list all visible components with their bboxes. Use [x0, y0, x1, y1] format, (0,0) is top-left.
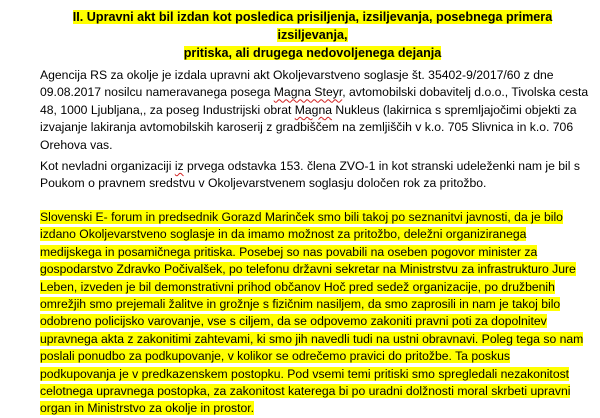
paragraph-line: Orehova vas. [40, 137, 113, 152]
highlighted-line: Slovenski E- forum in predsednik Gorazd Marinček smo bili takoj po seznanitvi javnosti, da je bilo [40, 210, 563, 224]
spellcheck-word: Magna [294, 102, 333, 117]
paragraph-line: Kot nevladni organizaciji iz prvega odstavka 153. člena ZVO-1 in kot stranski udeleženki nam je bil s [40, 159, 580, 173]
paragraph-line: Agencija RS za okolje je izdala upravni akt Okoljevarstveno soglasje št. 35402-9/2017/60 z dne [40, 68, 554, 82]
section-heading [40, 8, 585, 62]
highlighted-line: omrežjih smo prejemali žalitve in grožnje s fizičnim nasiljem, da smo zaprosili in nam je takoj bilo [40, 297, 561, 312]
highlighted-line: celotnega upravnega postopka, za zakonitost katerega bi po uradni dolžnosti moral skrbeti upravni [40, 384, 571, 399]
paragraph-pressure-highlighted [40, 209, 588, 418]
paragraph-line: 09.08.2017 nosilcu nameravanega posega Magna Steyr, avtomobilski dobavitelj d.o.o., Tivolska cesta [40, 85, 589, 100]
paragraph-line: 48, 1000 Ljubljana,, za poseg Industrijski obrat Magna Nukleus (lakirnica s spremljajočimi objekti za [40, 102, 577, 117]
paragraph-line: izvajanje lakiranja avtomobilskih karoserij z gradbiščem na zemljiščih v k.o. 705 Slivnica in k.o. 706 [40, 120, 574, 135]
paragraph-line: Poukom o pravnem sredstvu v Okoljevarstvenem soglasju določen rok za pritožbo. [40, 176, 487, 191]
highlighted-line: izdano Okoljevarstveno soglasje in da imamo možnost za pritožbo, deležni organiziranega [40, 227, 527, 242]
paragraph-permit-issued [40, 67, 588, 154]
highlighted-line: organ in Ministrstvo za okolje in prostor. [40, 401, 255, 416]
paragraph-appeal-deadline [40, 158, 588, 193]
highlighted-line: poslali ponudbo za podkupovanje, v kolikor se odrečemo pravici do pritožbe. Ta poskus [40, 349, 510, 364]
highlighted-line: upravnega akta z zakonitimi zahtevami, ki smo jih navedli tudi na ustni obravnavi. Poleg tega so nam [40, 331, 584, 346]
highlighted-line: podkupovanja je v predkazenskem postopku. Pod vsemi temi pritiski smo spregledali nezakonitost [40, 366, 570, 381]
highlighted-line: Leben, izveden je bil demonstrativni prihod občanov Hoč pred sedež organizacije, po družbenih [40, 279, 555, 294]
heading-line-1: II. Upravni akt bil izdan kot posledica prisiljenja, izsiljevanja, posebnega primera izsiljevanja, [72, 10, 553, 42]
spellcheck-word: Magna Steyr [273, 85, 343, 100]
highlighted-line: gospodarstvo Zdravko Počivalšek, po telefonu državni sekretar na Ministrstvu za infrastrukturo Jure [40, 262, 576, 277]
highlighted-line: odobreno policijsko varovanje, vse s ciljem, da se odpovemo zakoniti pravni poti za dopolnitev [40, 314, 547, 329]
highlighted-line: medijskega in posamičnega pritiska. Posebej so nas povabili na oseben pogovor minister za [40, 244, 538, 259]
spellcheck-word: iz [174, 159, 184, 173]
heading-line-2: pritiska, ali drugega nedovoljenega dejanja [183, 46, 442, 60]
